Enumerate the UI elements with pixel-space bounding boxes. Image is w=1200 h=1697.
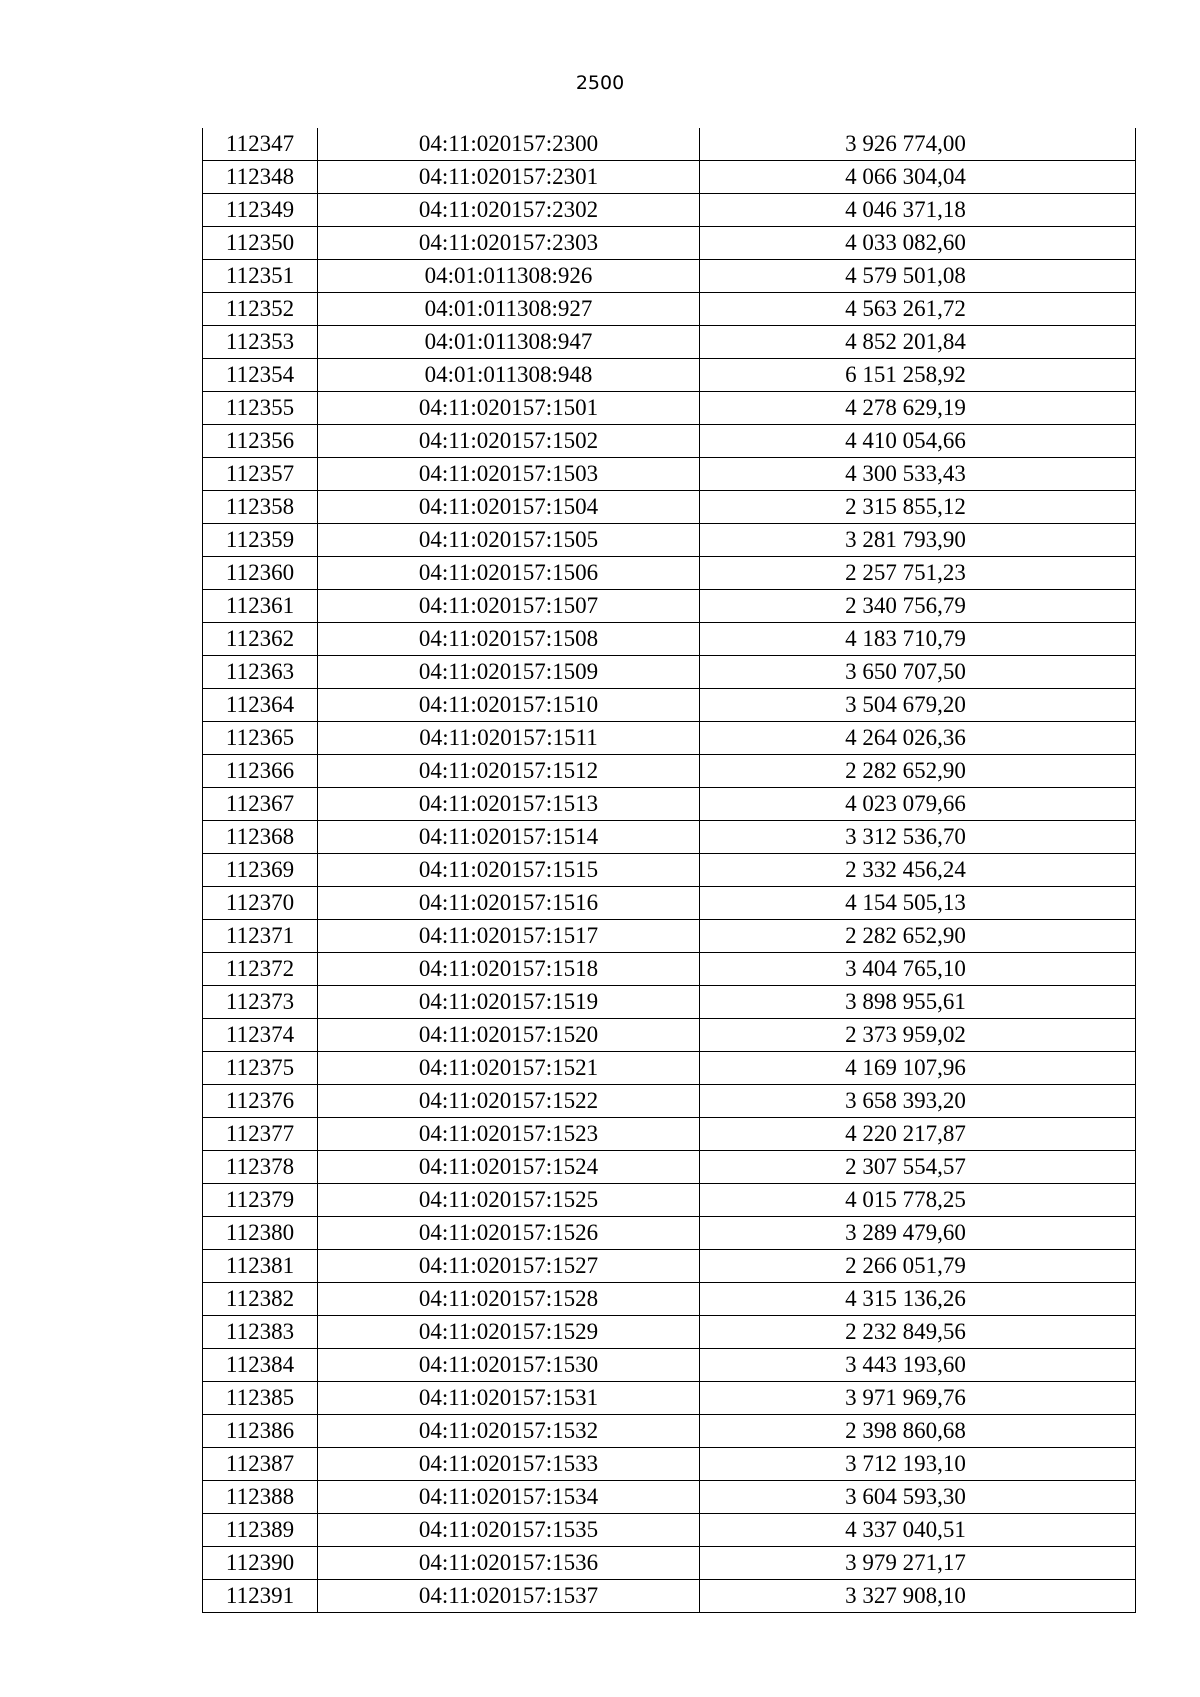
row-number-cell: 112353	[203, 326, 318, 359]
table-row	[203, 887, 1136, 920]
row-number-cell: 112348	[203, 161, 318, 194]
row-number-cell: 112375	[203, 1052, 318, 1085]
cadastral-number-cell: 04:11:020157:1503	[318, 458, 700, 491]
row-number-cell: 112379	[203, 1184, 318, 1217]
table-row	[203, 1250, 1136, 1283]
row-number-cell: 112387	[203, 1448, 318, 1481]
cadastral-value-cell: 2 315 855,12	[700, 491, 1136, 524]
cadastral-value-cell: 3 712 193,10	[700, 1448, 1136, 1481]
cadastral-number-cell: 04:11:020157:1520	[318, 1019, 700, 1052]
row-number-cell: 112391	[203, 1580, 318, 1613]
cadastral-value-cell: 4 563 261,72	[700, 293, 1136, 326]
cadastral-value-cell: 3 971 969,76	[700, 1382, 1136, 1415]
table-row	[203, 821, 1136, 854]
page-number: 2500	[575, 72, 625, 94]
row-number-cell: 112359	[203, 524, 318, 557]
cadastral-number-cell: 04:11:020157:1523	[318, 1118, 700, 1151]
table-row	[203, 1349, 1136, 1382]
cadastral-number-cell: 04:11:020157:1529	[318, 1316, 700, 1349]
table-row	[203, 458, 1136, 491]
row-number-cell: 112363	[203, 656, 318, 689]
row-number-cell: 112366	[203, 755, 318, 788]
cadastral-number-cell: 04:11:020157:1534	[318, 1481, 700, 1514]
cadastral-value-cell: 4 852 201,84	[700, 326, 1136, 359]
cadastral-number-cell: 04:11:020157:1505	[318, 524, 700, 557]
cadastral-number-cell: 04:11:020157:1507	[318, 590, 700, 623]
table-row	[203, 854, 1136, 887]
cadastral-number-cell: 04:11:020157:1530	[318, 1349, 700, 1382]
table-row	[203, 1448, 1136, 1481]
table-row	[203, 953, 1136, 986]
row-number-cell: 112354	[203, 359, 318, 392]
cadastral-number-cell: 04:11:020157:2302	[318, 194, 700, 227]
cadastral-value-cell: 3 281 793,90	[700, 524, 1136, 557]
cadastral-value-cell: 4 169 107,96	[700, 1052, 1136, 1085]
table-row	[203, 260, 1136, 293]
cadastral-value-cell: 2 266 051,79	[700, 1250, 1136, 1283]
row-number-cell: 112356	[203, 425, 318, 458]
cadastral-value-cell: 3 658 393,20	[700, 1085, 1136, 1118]
cadastral-number-cell: 04:11:020157:1533	[318, 1448, 700, 1481]
row-number-cell: 112362	[203, 623, 318, 656]
row-number-cell: 112367	[203, 788, 318, 821]
table-row	[203, 1085, 1136, 1118]
table-row	[203, 920, 1136, 953]
cadastral-value-cell: 2 307 554,57	[700, 1151, 1136, 1184]
cadastral-value-cell: 4 046 371,18	[700, 194, 1136, 227]
table-row	[203, 1580, 1136, 1613]
table-row	[203, 1415, 1136, 1448]
row-number-cell: 112347	[203, 128, 318, 161]
row-number-cell: 112373	[203, 986, 318, 1019]
cadastral-value-cell: 3 443 193,60	[700, 1349, 1136, 1382]
row-number-cell: 112355	[203, 392, 318, 425]
cadastral-number-cell: 04:11:020157:1531	[318, 1382, 700, 1415]
row-number-cell: 112380	[203, 1217, 318, 1250]
row-number-cell: 112386	[203, 1415, 318, 1448]
cadastral-number-cell: 04:11:020157:1537	[318, 1580, 700, 1613]
table-row	[203, 755, 1136, 788]
row-number-cell: 112389	[203, 1514, 318, 1547]
table-row	[203, 1019, 1136, 1052]
row-number-cell: 112360	[203, 557, 318, 590]
cadastral-number-cell: 04:11:020157:1501	[318, 392, 700, 425]
cadastral-value-cell: 2 332 456,24	[700, 854, 1136, 887]
cadastral-number-cell: 04:11:020157:2301	[318, 161, 700, 194]
cadastral-value-cell: 3 926 774,00	[700, 128, 1136, 161]
table-row	[203, 1547, 1136, 1580]
row-number-cell: 112383	[203, 1316, 318, 1349]
cadastral-number-cell: 04:11:020157:1527	[318, 1250, 700, 1283]
table-row	[203, 128, 1136, 161]
row-number-cell: 112370	[203, 887, 318, 920]
row-number-cell: 112364	[203, 689, 318, 722]
table-row	[203, 656, 1136, 689]
cadastral-number-cell: 04:11:020157:1502	[318, 425, 700, 458]
row-number-cell: 112388	[203, 1481, 318, 1514]
table-row	[203, 1052, 1136, 1085]
cadastral-number-cell: 04:01:011308:947	[318, 326, 700, 359]
table-row	[203, 1481, 1136, 1514]
table-row	[203, 1316, 1136, 1349]
table-row	[203, 326, 1136, 359]
cadastral-value-cell: 4 300 533,43	[700, 458, 1136, 491]
table-row	[203, 1382, 1136, 1415]
cadastral-number-cell: 04:11:020157:1525	[318, 1184, 700, 1217]
cadastral-number-cell: 04:11:020157:1510	[318, 689, 700, 722]
cadastral-value-table	[202, 128, 1136, 1613]
cadastral-value-cell: 3 898 955,61	[700, 986, 1136, 1019]
table-row	[203, 722, 1136, 755]
table-row	[203, 293, 1136, 326]
table-row	[203, 1151, 1136, 1184]
cadastral-value-cell: 3 604 593,30	[700, 1481, 1136, 1514]
cadastral-number-cell: 04:11:020157:1522	[318, 1085, 700, 1118]
row-number-cell: 112369	[203, 854, 318, 887]
row-number-cell: 112365	[203, 722, 318, 755]
cadastral-value-cell: 3 650 707,50	[700, 656, 1136, 689]
table-row	[203, 590, 1136, 623]
row-number-cell: 112384	[203, 1349, 318, 1382]
table-row	[203, 359, 1136, 392]
table-body	[203, 128, 1136, 1613]
cadastral-number-cell: 04:11:020157:1535	[318, 1514, 700, 1547]
cadastral-value-cell: 3 327 908,10	[700, 1580, 1136, 1613]
cadastral-value-cell: 4 220 217,87	[700, 1118, 1136, 1151]
table-row	[203, 227, 1136, 260]
row-number-cell: 112382	[203, 1283, 318, 1316]
cadastral-value-cell: 4 183 710,79	[700, 623, 1136, 656]
cadastral-value-cell: 4 264 026,36	[700, 722, 1136, 755]
cadastral-number-cell: 04:11:020157:1514	[318, 821, 700, 854]
cadastral-number-cell: 04:11:020157:1519	[318, 986, 700, 1019]
cadastral-value-cell: 4 015 778,25	[700, 1184, 1136, 1217]
cadastral-number-cell: 04:11:020157:2303	[318, 227, 700, 260]
row-number-cell: 112376	[203, 1085, 318, 1118]
cadastral-value-cell: 2 340 756,79	[700, 590, 1136, 623]
cadastral-value-cell: 4 410 054,66	[700, 425, 1136, 458]
table-row	[203, 1118, 1136, 1151]
table-row	[203, 425, 1136, 458]
cadastral-number-cell: 04:01:011308:926	[318, 260, 700, 293]
table-row	[203, 788, 1136, 821]
row-number-cell: 112358	[203, 491, 318, 524]
cadastral-value-cell: 6 151 258,92	[700, 359, 1136, 392]
cadastral-number-cell: 04:01:011308:948	[318, 359, 700, 392]
row-number-cell: 112368	[203, 821, 318, 854]
row-number-cell: 112390	[203, 1547, 318, 1580]
table-row	[203, 557, 1136, 590]
row-number-cell: 112352	[203, 293, 318, 326]
cadastral-number-cell: 04:11:020157:1506	[318, 557, 700, 590]
cadastral-value-cell: 3 979 271,17	[700, 1547, 1136, 1580]
cadastral-number-cell: 04:11:020157:1509	[318, 656, 700, 689]
cadastral-number-cell: 04:11:020157:1518	[318, 953, 700, 986]
row-number-cell: 112371	[203, 920, 318, 953]
cadastral-number-cell: 04:11:020157:1536	[318, 1547, 700, 1580]
cadastral-number-cell: 04:11:020157:1517	[318, 920, 700, 953]
cadastral-number-cell: 04:11:020157:1508	[318, 623, 700, 656]
cadastral-number-cell: 04:11:020157:1515	[318, 854, 700, 887]
cadastral-number-cell: 04:11:020157:1526	[318, 1217, 700, 1250]
row-number-cell: 112361	[203, 590, 318, 623]
row-number-cell: 112385	[203, 1382, 318, 1415]
table-row	[203, 194, 1136, 227]
table-row	[203, 392, 1136, 425]
table-row	[203, 1514, 1136, 1547]
cadastral-number-cell: 04:11:020157:1504	[318, 491, 700, 524]
cadastral-value-cell: 4 066 304,04	[700, 161, 1136, 194]
cadastral-number-cell: 04:11:020157:1528	[318, 1283, 700, 1316]
cadastral-value-cell: 2 232 849,56	[700, 1316, 1136, 1349]
table-row	[203, 1184, 1136, 1217]
table-row	[203, 491, 1136, 524]
row-number-cell: 112372	[203, 953, 318, 986]
table-row	[203, 524, 1136, 557]
table-row	[203, 986, 1136, 1019]
cadastral-value-cell: 4 023 079,66	[700, 788, 1136, 821]
cadastral-number-cell: 04:11:020157:2300	[318, 128, 700, 161]
cadastral-number-cell: 04:11:020157:1521	[318, 1052, 700, 1085]
cadastral-number-cell: 04:11:020157:1516	[318, 887, 700, 920]
cadastral-number-cell: 04:11:020157:1513	[318, 788, 700, 821]
table-row	[203, 1283, 1136, 1316]
cadastral-value-cell: 4 154 505,13	[700, 887, 1136, 920]
table-row	[203, 161, 1136, 194]
cadastral-number-cell: 04:11:020157:1512	[318, 755, 700, 788]
row-number-cell: 112377	[203, 1118, 318, 1151]
row-number-cell: 112374	[203, 1019, 318, 1052]
cadastral-value-cell: 3 312 536,70	[700, 821, 1136, 854]
cadastral-value-cell: 3 504 679,20	[700, 689, 1136, 722]
cadastral-value-cell: 3 289 479,60	[700, 1217, 1136, 1250]
cadastral-number-cell: 04:11:020157:1511	[318, 722, 700, 755]
cadastral-number-cell: 04:11:020157:1532	[318, 1415, 700, 1448]
cadastral-value-cell: 2 282 652,90	[700, 920, 1136, 953]
cadastral-value-cell: 2 257 751,23	[700, 557, 1136, 590]
row-number-cell: 112351	[203, 260, 318, 293]
row-number-cell: 112349	[203, 194, 318, 227]
cadastral-value-cell: 4 033 082,60	[700, 227, 1136, 260]
cadastral-value-cell: 4 579 501,08	[700, 260, 1136, 293]
cadastral-value-cell: 2 373 959,02	[700, 1019, 1136, 1052]
cadastral-value-cell: 4 337 040,51	[700, 1514, 1136, 1547]
cadastral-value-cell: 2 282 652,90	[700, 755, 1136, 788]
cadastral-number-cell: 04:01:011308:927	[318, 293, 700, 326]
cadastral-value-cell: 4 315 136,26	[700, 1283, 1136, 1316]
cadastral-value-cell: 4 278 629,19	[700, 392, 1136, 425]
table-row	[203, 689, 1136, 722]
row-number-cell: 112381	[203, 1250, 318, 1283]
row-number-cell: 112350	[203, 227, 318, 260]
cadastral-value-cell: 3 404 765,10	[700, 953, 1136, 986]
table-row	[203, 623, 1136, 656]
row-number-cell: 112378	[203, 1151, 318, 1184]
cadastral-value-cell: 2 398 860,68	[700, 1415, 1136, 1448]
table-row	[203, 1217, 1136, 1250]
row-number-cell: 112357	[203, 458, 318, 491]
cadastral-number-cell: 04:11:020157:1524	[318, 1151, 700, 1184]
